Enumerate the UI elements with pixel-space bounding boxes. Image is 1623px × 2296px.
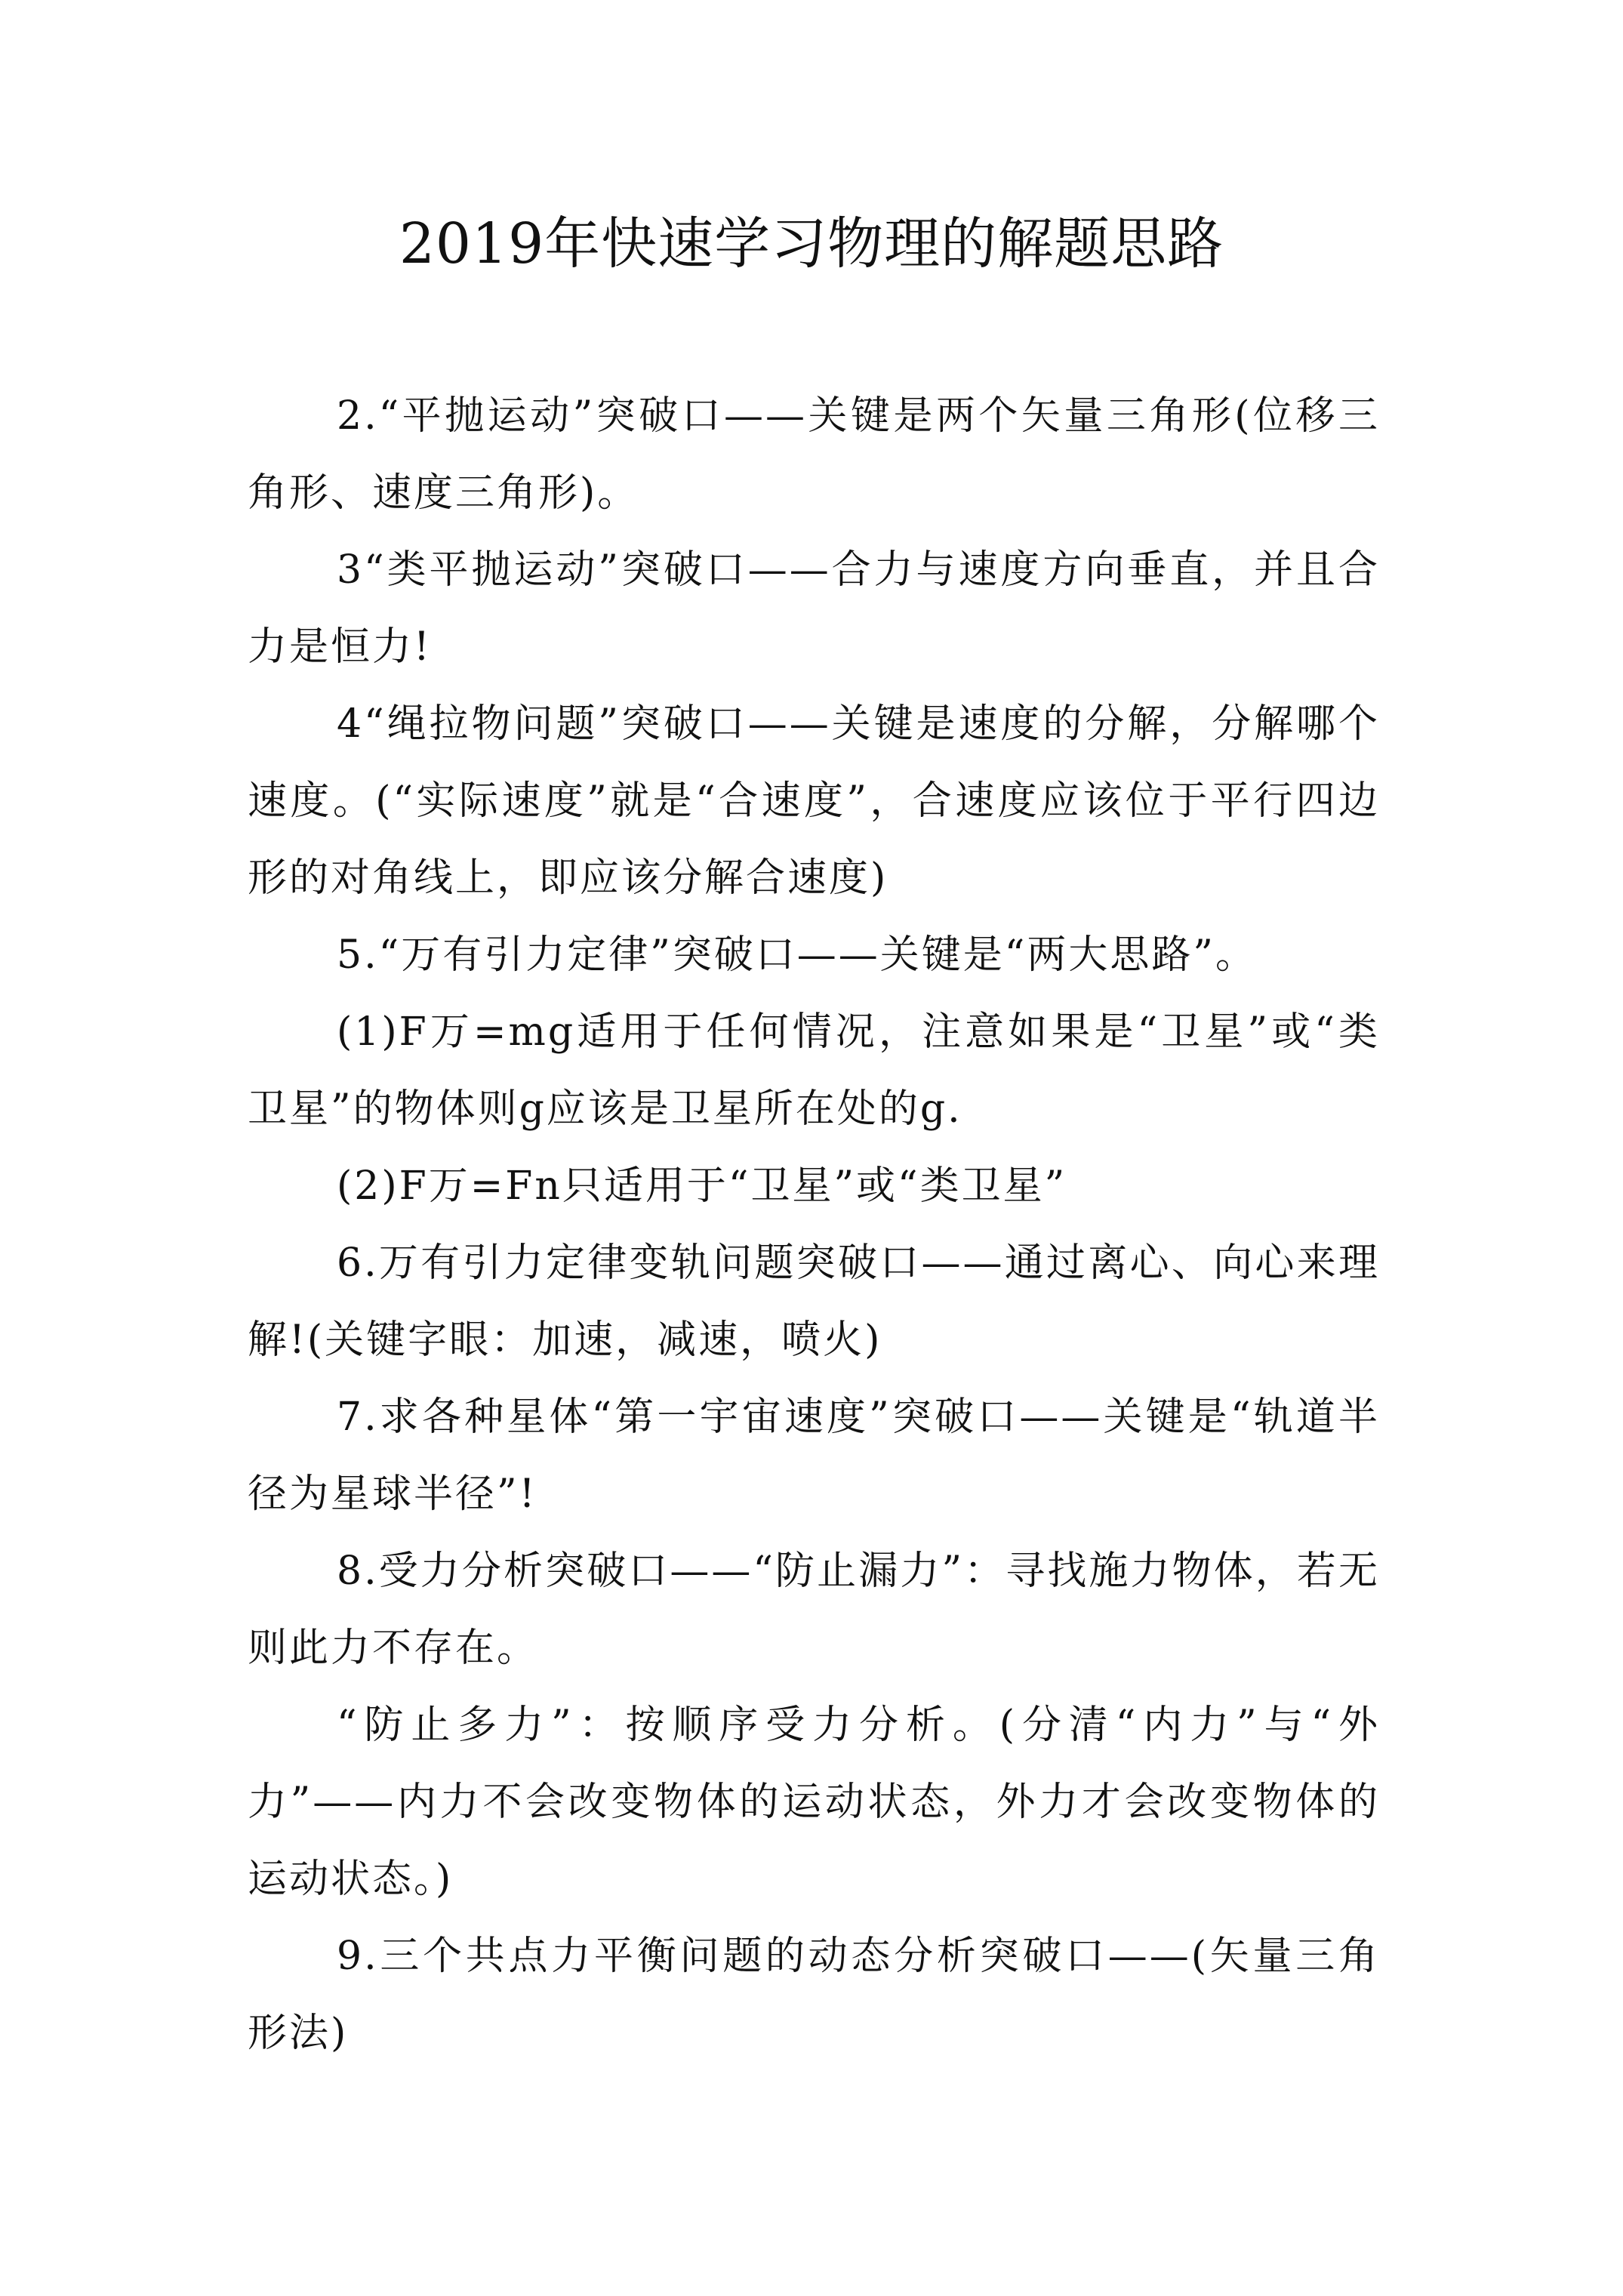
paragraph-2-projectile: 2.“平抛运动”突破口——关键是两个矢量三角形(位移三角形、速度三角形)。 bbox=[248, 393, 1380, 516]
paragraph-7-first-cosmic-velocity: 7.求各种星体“第一宇宙速度”突破口——关键是“轨道半径为星球半径”! bbox=[248, 1395, 1380, 1517]
paragraph-8-force-analysis: 8.受力分析突破口——“防止漏力”：寻找施力物体，若无则此力不存在。 bbox=[248, 1549, 1380, 1671]
document-title: 2019年快速学习物理的解题思路 bbox=[399, 211, 1224, 276]
paragraph-5-gravitation: 5.“万有引力定律”突破口——关键是“两大思路”。 bbox=[337, 932, 1257, 978]
paragraph-3-quasi-projectile: 3“类平抛运动”突破口——合力与速度方向垂直，并且合力是恒力! bbox=[248, 547, 1380, 670]
paragraph-5-point-2: (2)F万=Fn只适用于“卫星”或“类卫星” bbox=[337, 1163, 1067, 1209]
paragraph-5-point-1: (1)F万=mg适用于任何情况，注意如果是“卫星”或“类卫星”的物体则g应该是卫星所在处的g. bbox=[248, 1009, 1380, 1132]
paragraph-6-orbit-change: 6.万有引力定律变轨问题突破口——通过离心、向心来理解!(关键字眼：加速，减速，喷火) bbox=[248, 1240, 1380, 1363]
paragraph-9-concurrent-forces: 9.三个共点力平衡问题的动态分析突破口——(矢量三角形法) bbox=[248, 1934, 1380, 2056]
document-body bbox=[248, 378, 1380, 2072]
paragraph-4-rope-pull: 4“绳拉物问题”突破口——关键是速度的分解，分解哪个速度。(“实际速度”就是“合速度”，合速度应该位于平行四边形的对角线上，即应该分解合速度) bbox=[248, 701, 1380, 901]
paragraph-8-prevent-extra-force: “防止多力”：按顺序受力分析。(分清“内力”与“外力”——内力不会改变物体的运动状态，外力才会改变物体的运动状态。) bbox=[248, 1703, 1380, 1902]
